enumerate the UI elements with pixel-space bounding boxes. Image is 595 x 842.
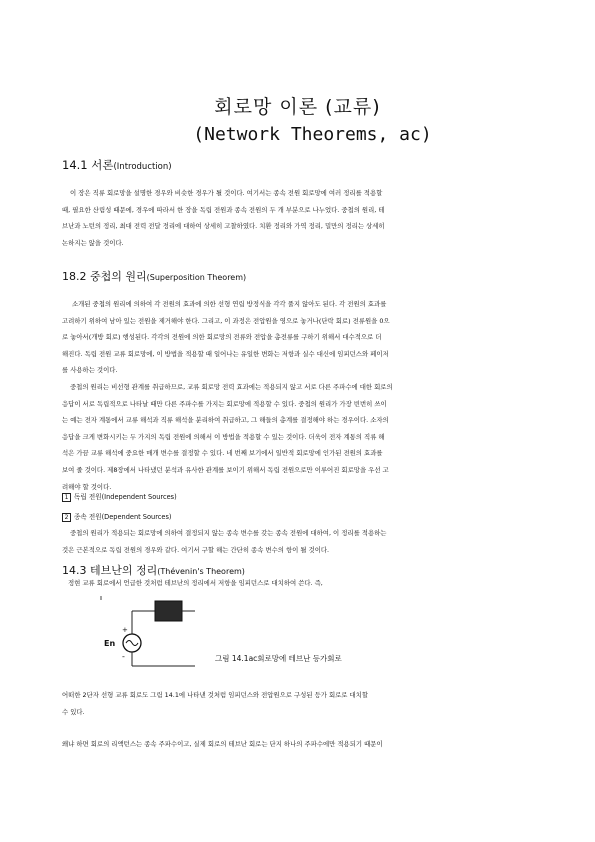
text-line: 때, 필요한 산림성 때문에, 경우에 따라서 한 장을 독립 전원과 종속 전원의 두 개 부분으로 나누었다. 중첩의 원리, 테 (62, 205, 385, 214)
text-line: 어떠한 2단자 선형 교류 회로도 그림 14.1에 나타낸 것처럼 임피던스와 전압원으로 구성된 등가 회로로 대치할 (62, 691, 369, 699)
text-line: 로 놓아서(개방 회로) 행성된다. 각각의 전원에 의한 회로망의 전류와 전압을 총전류를 구하기 위해서 대수적으로 더 (62, 333, 382, 342)
text-line: 는 예는 전자 계통에서 교류 해석과 직류 해석을 분리하여 취급하고, 그 해들의 총계를 결정해야 하는 경우이다. 소자의 (62, 416, 389, 425)
text-line: 고려하기 위하여 남아 있는 전원을 제거해야 한다. 그리고, 이 과정은 전압원을 영으로 놓거나(단락 회로) 전류원을 0으 (62, 316, 390, 325)
title-korean: 회로망 이론 (교류) (214, 96, 381, 118)
text-line: 정현 교류 회로에서 언급한 것처럼 테브난의 정리에서 저항을 임피던스로 대치하여 쓴다. 즉, (68, 579, 323, 587)
title-english: (Network Theorems, ac) (193, 124, 432, 145)
dependent-sources-label: 종속 전원(Dependent Sources) (74, 513, 172, 521)
section-14-1-number: 14.1 서론 (62, 158, 114, 172)
item-number-box: 1 (62, 493, 71, 502)
text-line: 석은 가끔 교류 해석에 중요한 매개 변수를 결정할 수 있다. 네 번째 보기에서 일반적 회로망에 인가된 전원의 효과를 (62, 449, 383, 458)
last-paragraph (62, 736, 517, 753)
text-line: 소개된 중첩의 원리에 의하여 각 전원의 효과에 의한 선형 연립 방정식을 각각 풀지 않아도 된다. 각 전원의 효과를 (72, 300, 387, 308)
section-18-2-heading (62, 268, 246, 284)
source-label: En (104, 639, 116, 648)
text-line: 해진다. 독립 전원 교류 회로망에, 이 방법을 적용할 때 일어나는 유일한 변화는 저항과 실수 대신에 임피던스와 페이저 (62, 349, 389, 358)
text-line: 응답이 서로 독립적으로 나타날 때만 다른 주파수를 가지는 회로망에 적용할 수 있다. 중첩의 원리가 가장 빈번히 쓰이 (62, 399, 387, 408)
section-14-3-subtitle: (Thévenin's Theorem) (157, 567, 245, 576)
section-18-2-number: 18.2 중첩의 원리 (62, 270, 147, 283)
text-line: 논하지는 않을 것이다. (62, 238, 124, 247)
item-number-box: 2 (62, 513, 71, 522)
section-14-3-number: 14.3 테브난의 정리 (62, 564, 158, 577)
dependent-sources-item (62, 511, 171, 522)
section-18-2-body (62, 296, 517, 495)
section-14-1-body (62, 185, 517, 251)
text-line: 응답을 크게 변화시키는 두 가지의 독립 전원에 의해서 이 방법을 적용할 수 있는 것이다. 더욱이 전자 계통의 직류 해 (62, 432, 385, 441)
section-14-1-heading (62, 157, 172, 173)
thevenin-circuit-figure (95, 590, 195, 670)
plus-sign: + (122, 626, 128, 634)
minus-sign: - (122, 652, 125, 661)
text-line: 려해야 할 것이다. (62, 482, 112, 491)
independent-sources-item (62, 491, 177, 502)
section-14-1-subtitle: (Introduction) (113, 162, 172, 172)
text-line: 것은 근본적으로 독립 전원의 경우와 같다. 여기서 구할 해는 간단히 종속 변수의 항이 될 것이다. (62, 545, 330, 554)
figure-caption: 그림 14.1ac회로망에 테브난 등가회로 (215, 654, 342, 663)
text-line: 중첩의 원리는 비선형 관계를 취급하므로, 교류 회로망 전력 효과에는 적용되지 않고 서로 다른 주파수에 대한 회로의 (70, 382, 393, 391)
text-line: 를 사용하는 것이다. (62, 366, 118, 375)
dependent-sources-body (62, 525, 517, 558)
text-line: 왜냐 하면 회로의 리액턴스는 종속 주파수이고, 실제 회로의 테브난 회로는 단지 하나의 주파수에만 적용되기 때문이 (62, 740, 383, 748)
text-line: 브난과 노턴의 정리, 최대 전력 전달 정리에 대하여 상세히 고찰하였다. 치환 정리와 가역 정리, 밀만의 정리는 상세히 (62, 222, 385, 231)
section-18-2-subtitle: (Superposition Theorem) (146, 273, 247, 282)
after-figure-text (62, 687, 517, 720)
impedance-block (155, 601, 182, 621)
text-line: 수 있다. (62, 707, 85, 716)
text-line: 이 장은 직류 회로망을 설명한 경우와 비슷한 경우가 될 것이다. 여기서는 종속 전원 회로망에 여러 정리를 적용할 (70, 189, 383, 197)
text-line: 보여 줄 것이다. 제8장에서 나타냈던 분석과 유사한 관계를 보이기 위해서 독립 전원으로만 이루어진 회로망을 우선 고 (62, 465, 389, 474)
text-line: 중첩의 원리가 적용되는 회로망에 의하여 결정되지 않는 종속 변수를 갖는 종속 전원에 대하여, 이 정리를 적용하는 (70, 529, 387, 537)
independent-sources-label: 독립 전원(Independent Sources) (74, 493, 177, 501)
